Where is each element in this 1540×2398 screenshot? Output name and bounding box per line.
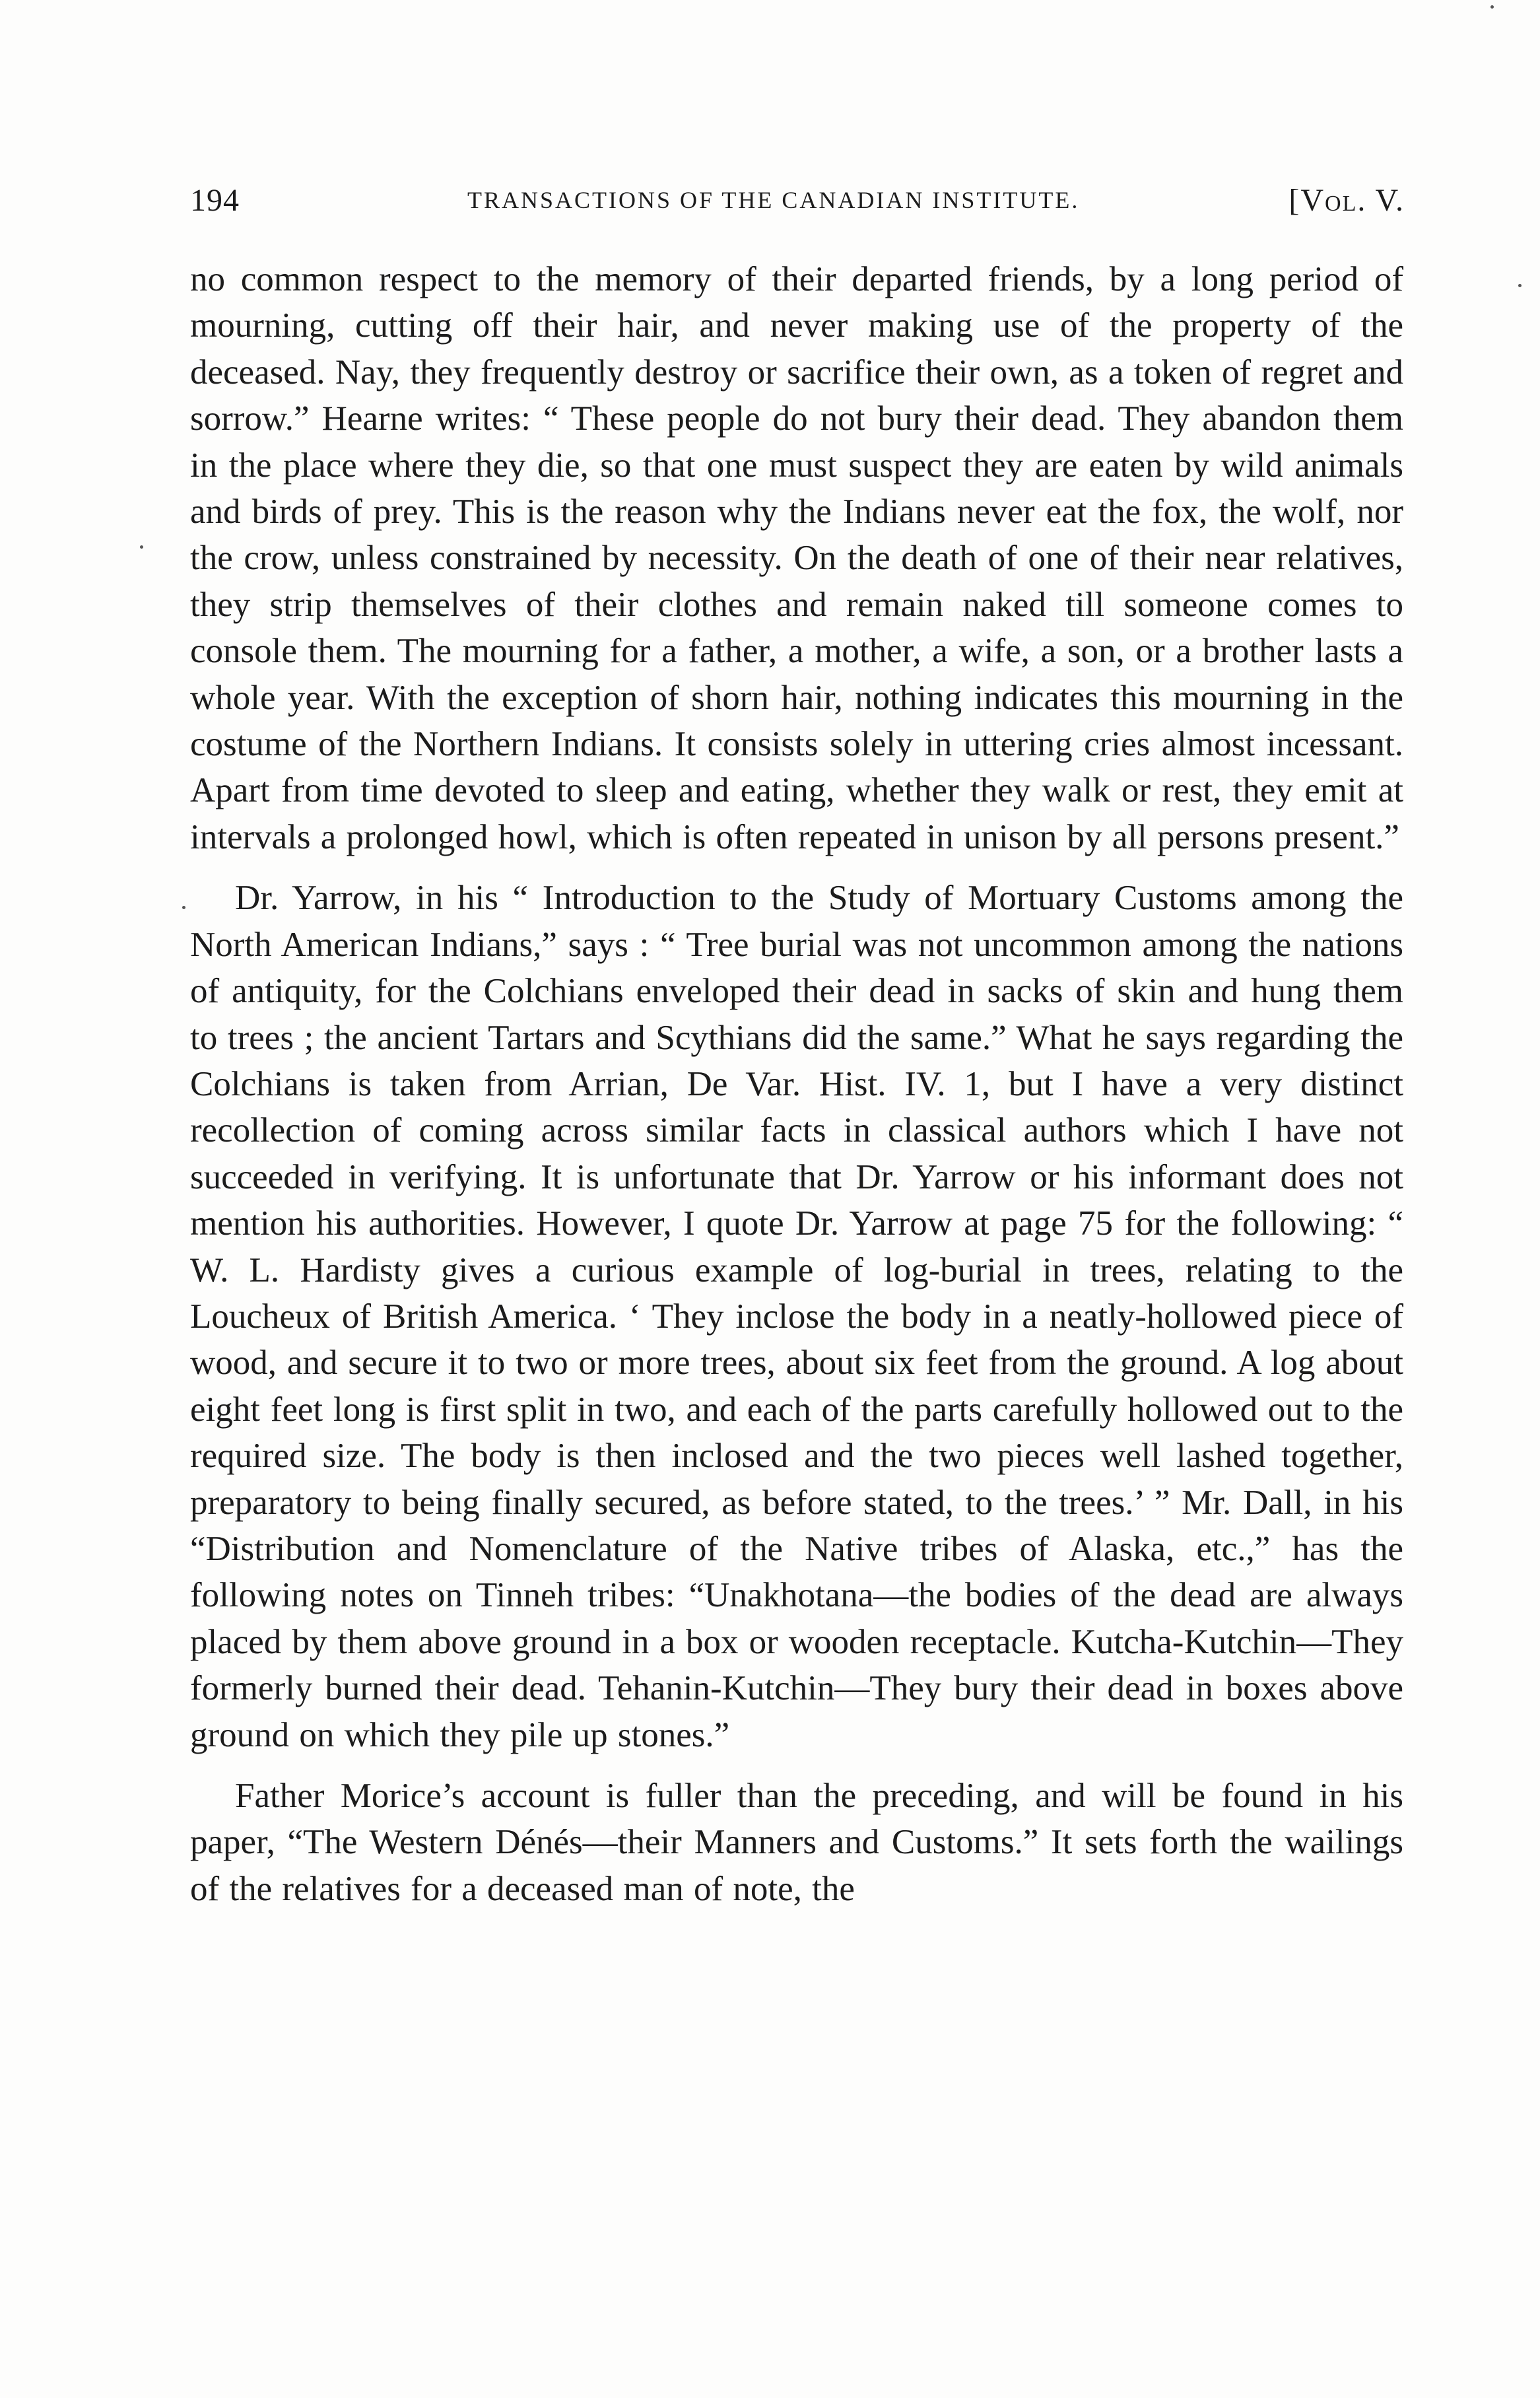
running-head [190,182,1405,228]
body-text [190,256,1403,1912]
page-number: 194 [190,183,240,218]
scan-speck [140,545,143,549]
journal-title: TRANSACTIONS OF THE CANADIAN INSTITUTE. [467,187,1080,213]
paragraph-morice: Father Morice’s account is fuller than the preceding, and will be found in his paper, “The Western Dénés—their Manners and Customs.” It sets forth the wailings of the relatives for a deceased man of note, the [190,1777,1403,1908]
scan-speck [1490,5,1494,9]
paragraph-yarrow: Dr. Yarrow, in his “ Introduction to the Study of Mortuary Customs among the North American Indians,” says : “ Tree burial was not uncommon among the nations of antiquity, for the Colchians enveloped their dead in sacks of skin and hung them to trees ; the ancient Tartars and Scythians did the same.” What he says regarding the Colchians is taken from Arrian, De Var. Hist. IV. 1, but I have a very distinct recollection of coming across similar facts in classical authors which I have not succeeded in verifying. It is unfortunate that Dr. Yarrow or his informant does not mention his authorities. However, I quote Dr. Yarrow at page 75 for the following: “ W. L. Hardisty gives a curious example of log-burial in trees, relating to the Loucheux of British America. ‘ They inclose the body in a neatly-hollowed piece of wood, and secure it to two or more trees, about six feet from the ground. A log about eight feet long is first split in two, and each of the parts carefully hollowed out to the required size. The body is then inclosed and the two pieces well lashed together, preparatory to being finally secured, as before stated, to the trees.’ ” Mr. Dall, in his “Distribution and Nomenclature of the Native tribes of Alaska, etc.,” has the following notes on Tinneh tribes: “Unakhotana—the bodies of the dead are always placed by them above ground in a box or wooden receptacle. Kutcha-Kutchin—They formerly burned their dead. Tehanin-Kutchin—They bury their dead in boxes above ground on which they pile up stones.” [190,879,1403,1754]
scan-speck [182,906,185,909]
volume-label: [Vol. V. [1289,183,1405,218]
paragraph-continued: no common respect to the memory of their departed friends, by a long period of mourning, cutting off their hair, and never making use of the property of the deceased. Nay, they frequently destroy or sacrifice their own, as a token of regret and sorrow.” Hearne writes: “ These people do not bury their dead. They abandon them in the place where they die, so that one must suspect they are eaten by wild animals and birds of prey. This is the reason why the Indians never eat the fox, the wolf, nor the crow, unless constrained by necessity. On the death of one of their near relatives, they strip themselves of their clothes and remain naked till someone comes to console them. The mourning for a father, a mother, a wife, a son, or a brother lasts a whole year. With the exception of shorn hair, nothing indicates this mourning in the costume of the Northern Indians. It consists solely in uttering cries almost incessant. Apart from time devoted to sleep and eating, whether they walk or rest, they emit at intervals a prolonged howl, which is often repeated in unison by all persons present.” [190,260,1403,856]
scan-speck [1518,284,1522,287]
